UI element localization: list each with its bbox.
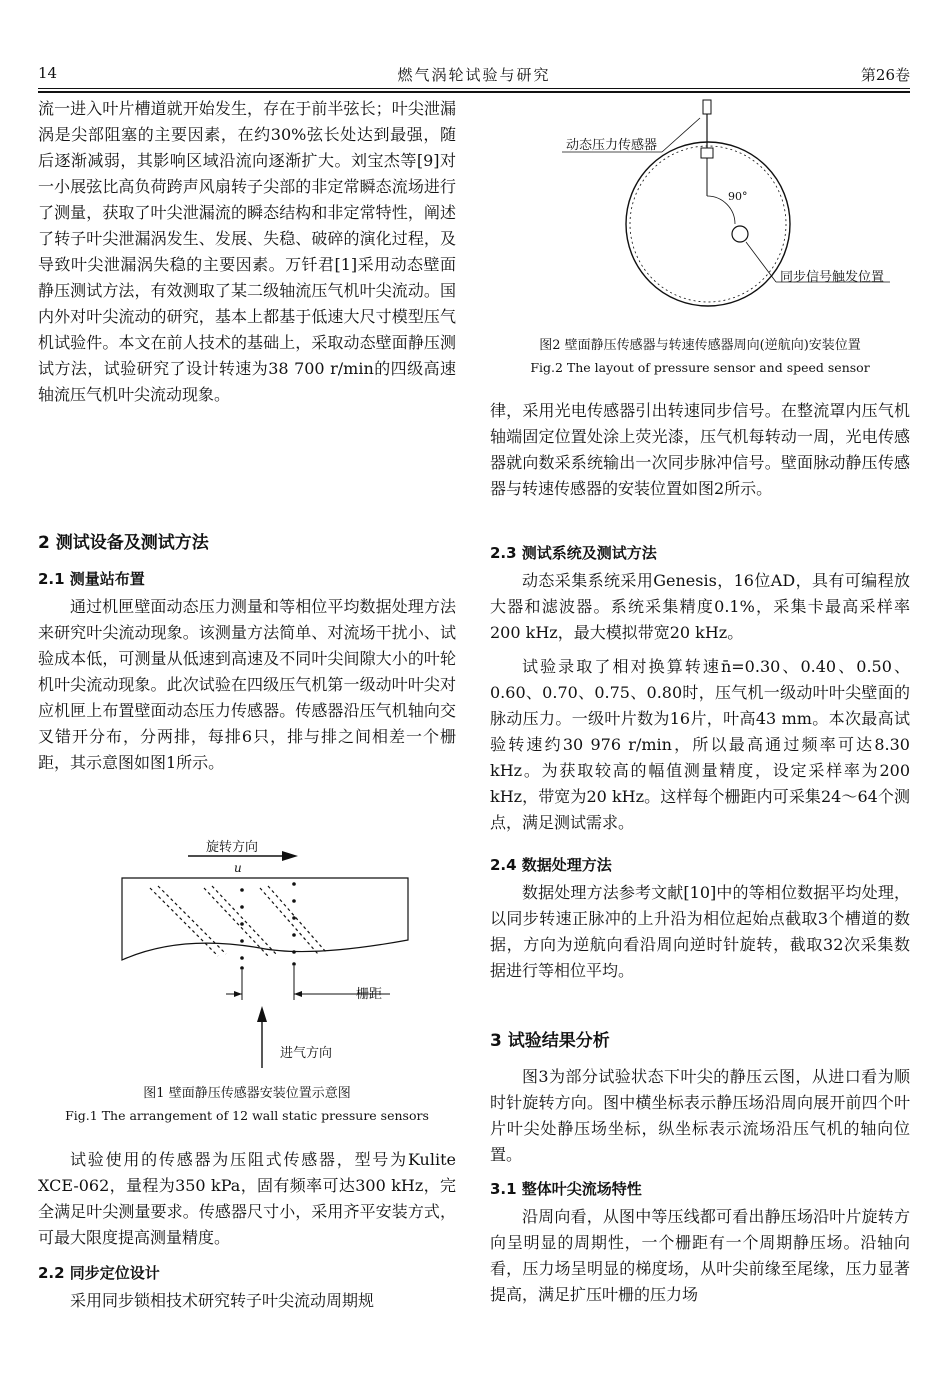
section-2-3-paragraph-2: 试验录取了相对换算转速n̄=0.30、0.40、0.50、0.60、0.70、0.75、0.80时，压气机一级动叶叶尖壁面的脉动压力。一级叶片数为16片，叶高43 mm。本次最高试验转速约30 976 r/min，所以最高通过频率可达8.30 kHz。为获取较高的幅值测量精度，设定采样率为200 kHz，带宽为20 kHz。这样每个栅距内可采集24～64个测点，满足测试需求。	[490, 657, 910, 832]
section-2-2-continued: 律，采用光电传感器引出转速同步信号。在整流罩内压气机轴端固定位置处涂上荧光漆，压气机每转动一周，光电传感器就向数采系统输出一次同步脉冲信号。壁面脉动静压传感器与转速传感器的安装位置如图2所示。	[490, 401, 910, 498]
sensor-dots	[240, 882, 296, 970]
volume-label: 第26卷	[860, 66, 910, 84]
section-2-4-paragraph: 数据处理方法参考文献[10]中的等相位数据平均处理，以同步转速正脉冲的上升沿为相位起始点截取3个槽道的数据，方向为逆航向看沿周向逆时针旋转，截取32次采集数据进行等相位平均。	[490, 883, 910, 980]
inlet-arrowhead	[257, 1006, 267, 1022]
section-3-1-title: 3.1 整体叶尖流场特性	[490, 1180, 642, 1198]
figure-1-diagram	[110, 832, 410, 1072]
label-pitch: 栅距	[356, 987, 383, 1002]
section-2-3-title: 2.3 测试系统及测试方法	[490, 544, 657, 562]
page-number: 14	[38, 64, 58, 82]
casing-outline	[122, 878, 408, 960]
figure-2-diagram	[560, 96, 900, 326]
compressor-casing-circle	[626, 142, 790, 306]
figure-1-caption-en: Fig.1 The arrangement of 12 wall static pressure sensors	[65, 1108, 429, 1123]
label-inlet: 进气方向	[280, 1046, 333, 1061]
figure-2-caption-en: Fig.2 The layout of pressure sensor and speed sensor	[530, 360, 870, 375]
section-2-1-title: 2.1 测量站布置	[38, 570, 145, 588]
section-2-2-paragraph: 采用同步锁相技术研究转子叶尖流动周期规	[70, 1291, 375, 1310]
intro-paragraph: 流一进入叶片槽道就开始发生，存在于前半弦长；叶尖泄漏涡是尖部阻塞的主要因素，在约30%弦长处达到最强，随后逐渐减弱，其影响区域沿流向逐渐扩大。刘宝杰等[9]对一小展弦比高负荷跨声风扇转子尖部的非定常瞬态流场进行了测量，获取了叶尖泄漏流的瞬态结构和非定常特性，阐述了转子叶尖泄漏涡发生、发展、失稳、破碎的演化过程，及导致叶尖泄漏涡失稳的主要因素。万钎君[1]采用动态壁面静压测试方法，有效测取了某二级轴流压气机叶尖流动。国内外对叶尖流动的研究，基本上都基于低速大尺寸模型压气机试验件。本文在前人技术的基础上，采取动态壁面静压测试方法，试验研究了设计转速为38 700 r/min的四级高速轴流压气机叶尖流动现象。	[38, 99, 456, 404]
page-header	[38, 60, 910, 86]
section-2-title: 2 测试设备及测试方法	[38, 533, 209, 553]
casing-inner-circle	[630, 146, 786, 302]
section-3-title: 3 试验结果分析	[490, 1031, 610, 1051]
label-rotation: 旋转方向	[206, 840, 259, 855]
section-2-1-paragraph: 通过机匣壁面动态压力测量和等相位平均数据处理方法来研究叶尖流动现象。该测量方法简单、对流场干扰小、试验成本低，可测量从低速到高速及不同叶尖间隙大小的叶轮机叶尖流动现象。此次试验在四级压气机第一级动叶叶尖对应机匣上布置壁面动态压力传感器。传感器沿压气机轴向交叉错开分布，分两排，每排6只，排与排之间相差一个栅距，其示意图如图1所示。	[38, 597, 456, 772]
label-sync-trigger: 同步信号触发位置	[780, 270, 885, 285]
label-u: u	[234, 861, 242, 875]
header-rule-thick	[38, 91, 910, 93]
section-3-paragraph: 图3为部分试验状态下叶尖的静压云图，从进口看为顺时针旋转方向。图中横坐标表示静压场沿周向展开前四个叶片叶尖处静压场坐标，纵坐标表示流场沿压气机的轴向位置。	[490, 1067, 910, 1164]
journal-title: 燃气涡轮试验与研究	[397, 66, 551, 84]
section-2-4-title: 2.4 数据处理方法	[490, 856, 612, 874]
rotation-arrowhead	[282, 851, 298, 861]
label-angle: 90°	[728, 190, 748, 203]
section-2-2-title: 2.2 同步定位设计	[38, 1264, 160, 1282]
section-2-3-paragraph-1: 动态采集系统采用Genesis，16位AD，具有可编程放大器和滤波器。系统采集精度0.1%，采集卡最高采样率200 kHz，最大模拟带宽20 kHz。	[490, 571, 910, 642]
label-pressure-sensor: 动态压力传感器	[566, 138, 658, 153]
figure-1-caption-cn: 图1 壁面静压传感器安装位置示意图	[143, 1086, 351, 1101]
figure-2-caption-cn: 图2 壁面静压传感器与转速传感器周向(逆航向)安装位置	[539, 338, 861, 353]
header-rule	[38, 88, 910, 89]
section-3-1-paragraph: 沿周向看，从图中等压线都可看出静压场沿叶片旋转方向呈明显的周期性，一个栅距有一个周期静压场。沿轴向看，压力场呈明显的梯度场，从叶尖前缘至尾缘，压力显著提高，满足扩压叶栅的压力场	[490, 1207, 910, 1304]
sensor-paragraph: 试验使用的传感器为压阻式传感器，型号为Kulite XCE-062，量程为350 kPa，固有频率可达300 kHz，完全满足叶尖测量要求。传感器尺寸小，采用齐平安装方式，可最大限度提高测量精度。	[38, 1150, 456, 1247]
